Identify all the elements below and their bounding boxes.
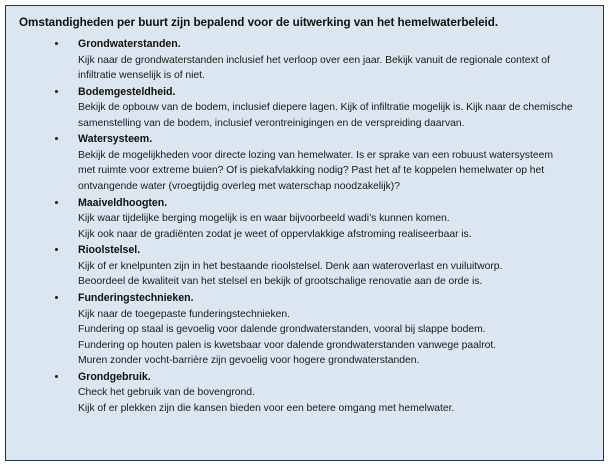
topic-line: met ruimte voor extreme buien? Of is piekafvlakking nodig? Past het af te koppelen hemelwater op het [78,165,545,177]
topic-title: Maaiveldhoogten. [78,196,168,209]
topic-body [78,100,591,131]
topic-line: Kijk of er plekken zijn die kansen bieden voor een betere omgang met hemelwater. [78,403,455,414]
list-item [18,37,591,84]
list-item [18,291,591,369]
topic-line: Beoordeel de kwaliteit van het stelsel en bekijk of grootschalige renovatie aan de orde is. [78,276,483,288]
topic-line: Kijk ook naar de gradiënten zodat je weet of oppervlakkige afstroming realiseerbaar is. [78,228,472,240]
topic-body [78,53,591,84]
bullet-icon [55,137,58,140]
topic-line: Fundering op staal is gevoelig voor dalende grondwaterstanden, vooral bij slappe bodem. [78,324,486,336]
topic-title: Funderingstechnieken. [78,292,194,305]
topic-title: Bodemgesteldheid. [78,85,176,98]
topic-line: Bekijk de opbouw van de bodem, inclusief diepere lagen. Kijk of infiltratie mogelijk is. Kijk naar de chemische [78,102,573,114]
list-item [18,85,591,132]
bullet-icon [55,201,58,204]
bullet-icon [55,90,58,93]
bullet-icon [55,375,58,378]
list-item [18,370,591,417]
topic-line: ontvangende water (vroegtijdig overleg met waterschap noodzakelijk)? [78,181,400,193]
topic-line: Bekijk de mogelijkheden voor directe lozing van hemelwater. Is er sprake van een robuust watersysteem [78,149,553,161]
topic-body [78,211,591,242]
topic-title: Grondwaterstanden. [78,38,181,50]
page-title: Omstandigheden per buurt zijn bepalend voor de uitwerking van het hemelwaterbeleid. [19,16,499,29]
topic-title: Rioolstelsel. [78,244,141,257]
topic-body [78,385,591,416]
list-item [18,196,591,243]
bullet-icon [55,296,58,299]
topic-line: Fundering op houten palen is kwetsbaar voor dalende grondwaterstanden vanwege paalrot. [78,339,497,351]
topic-line: Kijk naar de toegepaste funderingstechnieken. [78,308,290,320]
topic-body [78,259,591,290]
topic-line: Check het gebruik van de bovengrond. [78,387,255,399]
topic-title: Grondgebruik. [78,370,151,383]
topic-line: infiltratie wenselijk is of niet. [78,70,205,82]
bullet-icon [55,42,58,45]
topic-body [78,148,591,195]
topic-line: Kijk of er knelpunten zijn in het bestaande rioolstelsel. Denk aan wateroverlast en vuiluitworp. [78,260,503,272]
list-item [18,132,591,194]
topic-line: Kijk waar tijdelijke berging mogelijk is en waar bijvoorbeeld wadi’s kunnen komen. [78,213,450,225]
topic-body [78,307,591,369]
topic-list [18,37,591,417]
callout-box [5,5,604,461]
topic-line: Muren zonder vocht-barrière zijn gevoelig voor hogere grondwaterstanden. [78,355,420,367]
topic-title: Watersysteem. [78,133,153,146]
topic-line: samenstelling van de bodem, inclusief verontreinigingen en de verspreiding daarvan. [78,117,465,129]
topic-line: Kijk naar de grondwaterstanden inclusief het verloop over een jaar. Bekijk vanuit de regionale context of [78,54,550,66]
list-item [18,243,591,290]
bullet-icon [55,248,58,251]
